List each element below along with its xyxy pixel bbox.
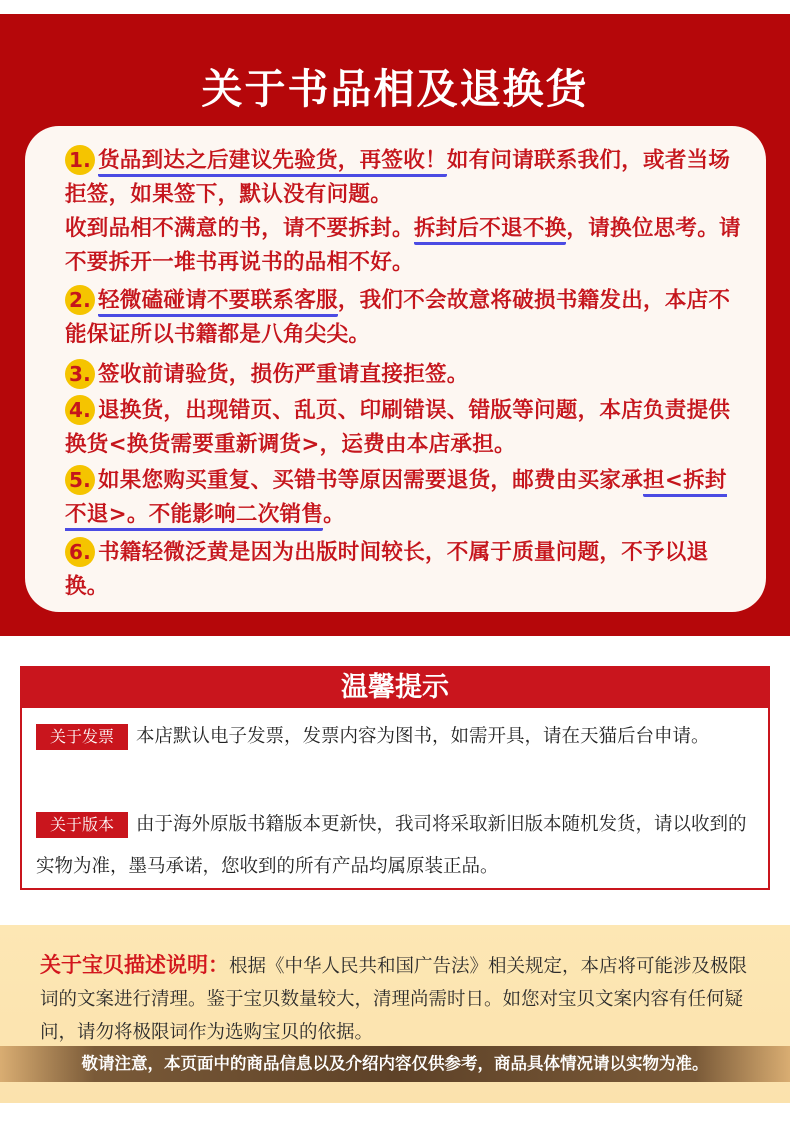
highlight-contact: 轻微磕碰请不要联系客服 [98,288,338,317]
policy-item-6 [65,536,745,604]
policy-item-1 [65,144,745,212]
policy-title: 关于书品相及退换货 [201,65,589,113]
item5-rest: 。 [323,502,345,527]
policy-item-1b [65,212,745,280]
item1b-start: 收到品相不满意的书，请不要拆封。 [65,216,414,241]
description-heading: 关于宝贝描述说明： [40,953,229,977]
version-tag: 关于版本 [36,812,128,838]
policy-item-5 [65,464,745,532]
version-text: 由于海外原版书籍版本更新快，我司将采取新旧版本随机发货，请以收到的实物为准，墨马承诺，您收到的所有产品均属原装正品。 [36,814,747,877]
policy-item-4 [65,394,745,462]
highlight-inspect: 货品到达之后建议先验货，再签收！ [98,148,447,177]
item6-text: 书籍轻微泛黄是因为出版时间较长，不属于质量问题，不予以退换。 [65,540,709,599]
number-badge-1: 1. [65,145,95,175]
policy-item-2 [65,284,745,352]
invoice-row [36,716,752,758]
item3-text: 签收前请验货，损伤严重请直接拒签。 [98,362,469,387]
policy-item-3 [65,358,745,392]
item1-text: 如有问请联系我们，或者当场拒签，如果签下，默认没有问题。 [65,148,731,207]
highlight-no-return: 拆封后不退不换 [414,216,567,245]
description-text: 根据《中华人民共和国广告法》相关规定，本店将可能涉及极限词的文案进行清理。鉴于宝贝数量较大，清理尚需时日。如您对宝贝文案内容有任何疑问，请勿将极限词作为选购宝贝的依据。 [40,956,748,1043]
number-badge-3: 3. [65,359,95,389]
item4-text: 退换货，出现错页、乱页、印刷错误、错版等问题，本店负责提供换货<换货需要重新调货>，运费由本店承担。 [65,398,731,457]
policy-card [25,126,766,612]
number-badge-6: 6. [65,537,95,567]
highlight-resale: 担<拆封不退>。不能影响二次销售 [65,468,727,531]
invoice-tag: 关于发票 [36,724,128,750]
tips-title: 温馨提示 [22,668,768,708]
item2-text: ，我们不会故意将破损书籍发出，本店不能保证所以书籍都是八角尖尖。 [65,288,731,347]
reference-notice-bar: 敬请注意，本页面中的商品信息以及介绍内容仅供参考，商品具体情况请以实物为准。 [0,1046,790,1082]
number-badge-2: 2. [65,285,95,315]
description-text-block [40,949,760,1049]
tips-box [20,666,770,890]
number-badge-5: 5. [65,465,95,495]
version-row [36,804,752,888]
number-badge-4: 4. [65,395,95,425]
item5-text: 如果您购买重复、买错书等原因需要退货，邮费由买家承 [98,468,644,493]
description-notice [0,925,790,1103]
invoice-text: 本店默认电子发票，发票内容为图书，如需开具，请在天猫后台申请。 [136,726,710,747]
item1b-rest: ，请换位思考。请不要拆开一堆书再说书的品相不好。 [65,216,741,275]
